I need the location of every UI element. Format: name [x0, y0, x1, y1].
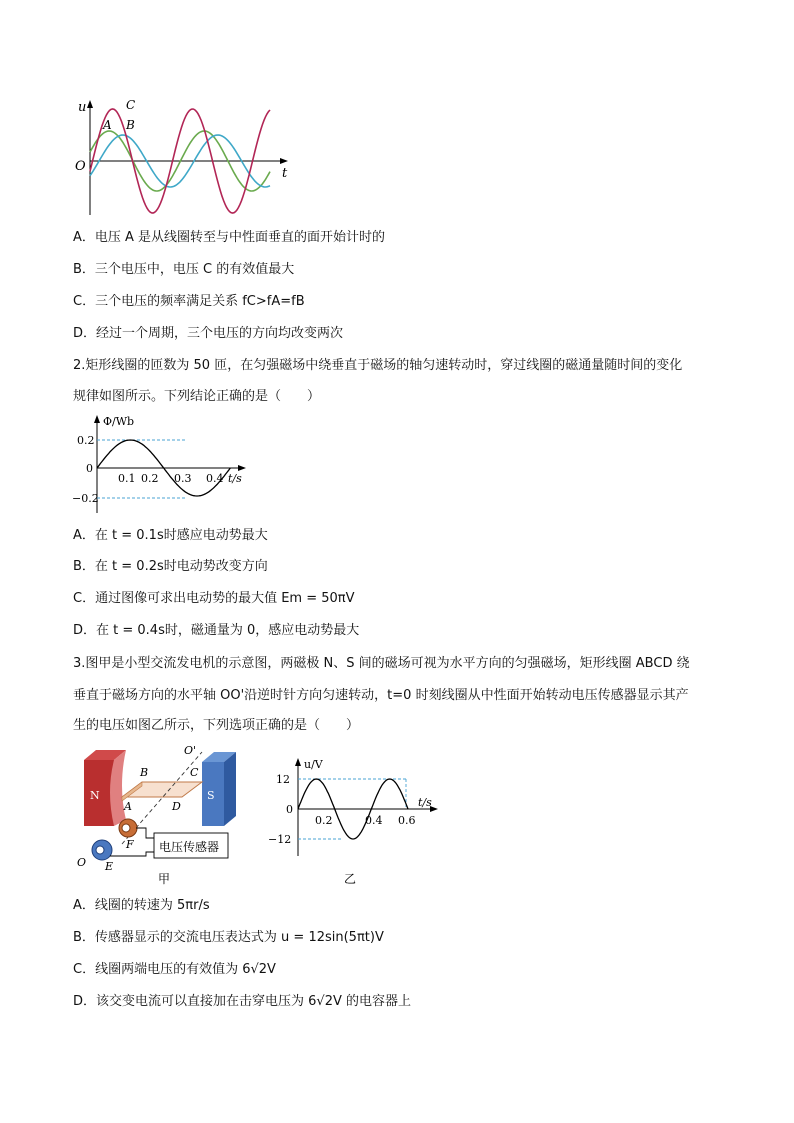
voltage-ylabel: u/V [304, 758, 323, 771]
q3-option-b: B．传感器显示的交流电压表达式为 u = 12sin(5πt)V [73, 930, 384, 945]
voltage-ytick-pos: 12 [276, 773, 290, 786]
voltage-xtick-1: 0.2 [315, 814, 333, 827]
figure-voltage-graph [262, 752, 442, 887]
figure-flux-graph [70, 408, 260, 518]
flux-ytick-neg: −0.2 [72, 492, 99, 505]
q3-option-a: A．线圈的转速为 5πr/s [73, 898, 210, 913]
coil-label-b: B [140, 766, 149, 779]
q1-option-d: D．经过一个周期，三个电压的方向均改变两次 [73, 326, 344, 341]
magnet-s-label: S [207, 789, 215, 802]
q2-option-c: C．通过图像可求出电动势的最大值 Em = 50πV [73, 591, 355, 606]
flux-origin: 0 [86, 462, 93, 475]
coil-label-c: C [190, 766, 199, 779]
q3-option-c: C．线圈两端电压的有效值为 6√2V [73, 962, 276, 977]
figure-generator [74, 742, 254, 890]
voltage-xlabel: t/s [418, 796, 432, 809]
magnet-n-label: N [90, 789, 100, 802]
axis-t-label: t [282, 166, 288, 181]
q1-option-b: B．三个电压中，电压 C 的有效值最大 [73, 262, 295, 277]
figure-caption-jia: 甲 [158, 872, 171, 886]
q3-stem-2: 垂直于磁场方向的水平轴 OO'沿逆时针方向匀速转动，t=0 时刻线圈从中性面开始转动电压传感器显示其产 [73, 688, 689, 703]
q3-stem-1: 3.图甲是小型交流发电机的示意图，两磁极 N、S 间的磁场可视为水平方向的匀强磁场，矩形线圈 ABCD 绕 [73, 656, 690, 671]
label-o-prime: O' [184, 744, 197, 757]
origin-label: O [75, 159, 86, 174]
flux-ylabel: Φ/Wb [103, 415, 135, 428]
sensor-label: 电压传感器 [159, 840, 220, 854]
q2-stem-2: 规律如图所示。下列结论正确的是（ ） [73, 389, 321, 404]
q2-option-b: B．在 t = 0.2s时电动势改变方向 [73, 559, 268, 574]
coil-label-a: A [124, 800, 132, 813]
flux-xtick-4: 0.4 [206, 472, 224, 485]
label-o: O [77, 856, 87, 869]
q2-stem-1: 2.矩形线圈的匝数为 50 匝，在匀强磁场中绕垂直于磁场的轴匀速转动时，穿过线圈的磁通量随时间的变化 [73, 358, 683, 373]
q3-option-d: D．该交变电流可以直接加在击穿电压为 6√2V 的电容器上 [73, 994, 411, 1009]
label-c: C [126, 98, 136, 112]
flux-xlabel: t/s [228, 472, 242, 485]
q1-option-c: C．三个电压的频率满足关系 fC>fA=fB [73, 294, 305, 309]
q2-option-a: A．在 t = 0.1s时感应电动势最大 [73, 528, 268, 543]
q1-option-a: A．电压 A 是从线圈转至与中性面垂直的面开始计时的 [73, 230, 386, 245]
figure-caption-yi: 乙 [344, 872, 357, 886]
label-e: E [105, 860, 114, 873]
flux-xtick-2: 0.2 [141, 472, 159, 485]
voltage-xtick-3: 0.6 [398, 814, 416, 827]
voltage-origin: 0 [286, 803, 293, 816]
flux-xtick-1: 0.1 [118, 472, 136, 485]
axis-u-label: u [78, 100, 87, 115]
label-b: B [126, 118, 135, 132]
flux-ytick-pos: 0.2 [77, 434, 95, 447]
label-f: F [126, 838, 134, 851]
label-a: A [103, 118, 112, 132]
voltage-ytick-neg: −12 [268, 833, 292, 846]
coil-label-d: D [172, 800, 181, 813]
flux-xtick-3: 0.3 [174, 472, 192, 485]
q2-option-d: D．在 t = 0.4s时，磁通量为 0，感应电动势最大 [73, 623, 360, 638]
figure-three-voltages [70, 95, 300, 220]
q3-stem-3: 生的电压如图乙所示，下列选项正确的是（ ） [73, 718, 360, 733]
voltage-xtick-2: 0.4 [365, 814, 383, 827]
